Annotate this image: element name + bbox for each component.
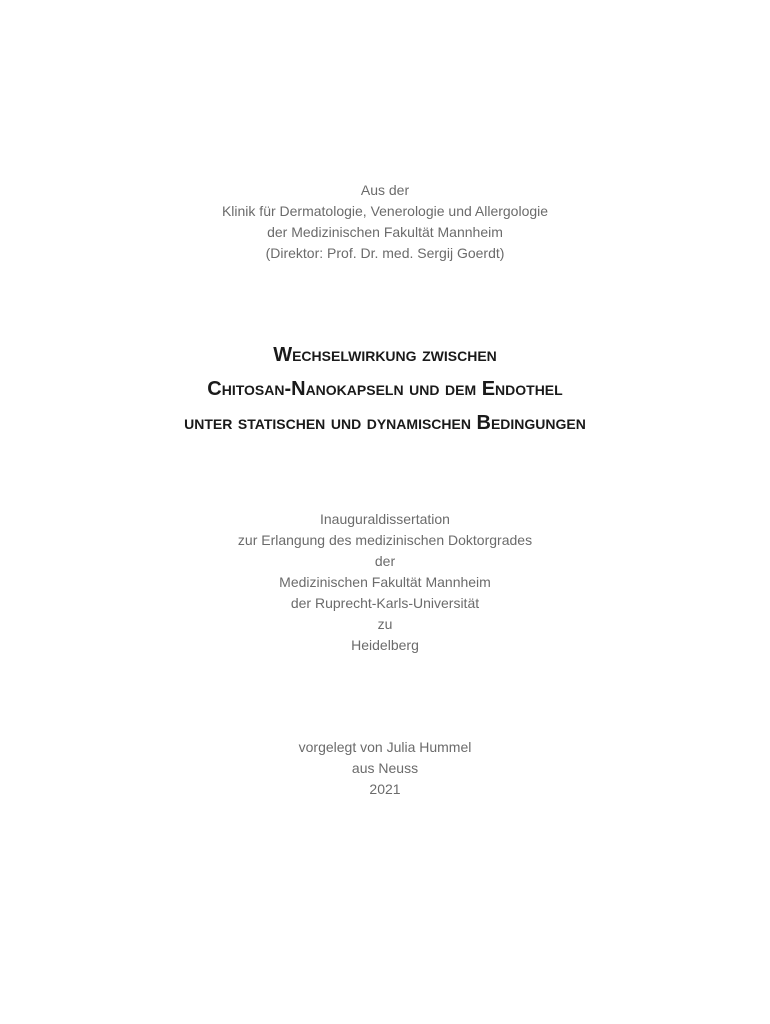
dissertation-info-block: [0, 509, 770, 656]
author-name: vorgelegt von Julia Hummel: [298, 739, 472, 755]
faculty-line: Medizinischen Fakultät Mannheim: [279, 574, 491, 590]
title-line-3: unter statischen und dynamischen Bedingungen: [184, 412, 586, 434]
institution-block: [0, 180, 770, 264]
dissertation-der-1: der: [374, 553, 396, 569]
dissertation-title: [0, 338, 770, 440]
director-line: (Direktor: Prof. Dr. med. Sergij Goerdt): [265, 245, 505, 261]
clinic-name: Klinik für Dermatologie, Venerologie und Allergologie: [221, 203, 549, 219]
author-block: [0, 737, 770, 800]
university-line: der Ruprecht-Karls-Universität: [290, 595, 480, 611]
submission-year: 2021: [369, 781, 401, 797]
title-line-1: Wechselwirkung zwischen: [273, 344, 497, 366]
title-line-2: Chitosan-Nanokapseln und dem Endothel: [207, 378, 563, 400]
faculty-name: der Medizinischen Fakultät Mannheim: [267, 224, 503, 240]
author-origin: aus Neuss: [351, 760, 419, 776]
dissertation-type: Inauguraldissertation: [320, 511, 450, 527]
institution-intro: Aus der: [360, 182, 410, 198]
degree-purpose: zur Erlangung des medizinischen Doktorgrades: [237, 532, 533, 548]
dissertation-zu: zu: [377, 616, 393, 632]
city-line: Heidelberg: [351, 637, 419, 653]
